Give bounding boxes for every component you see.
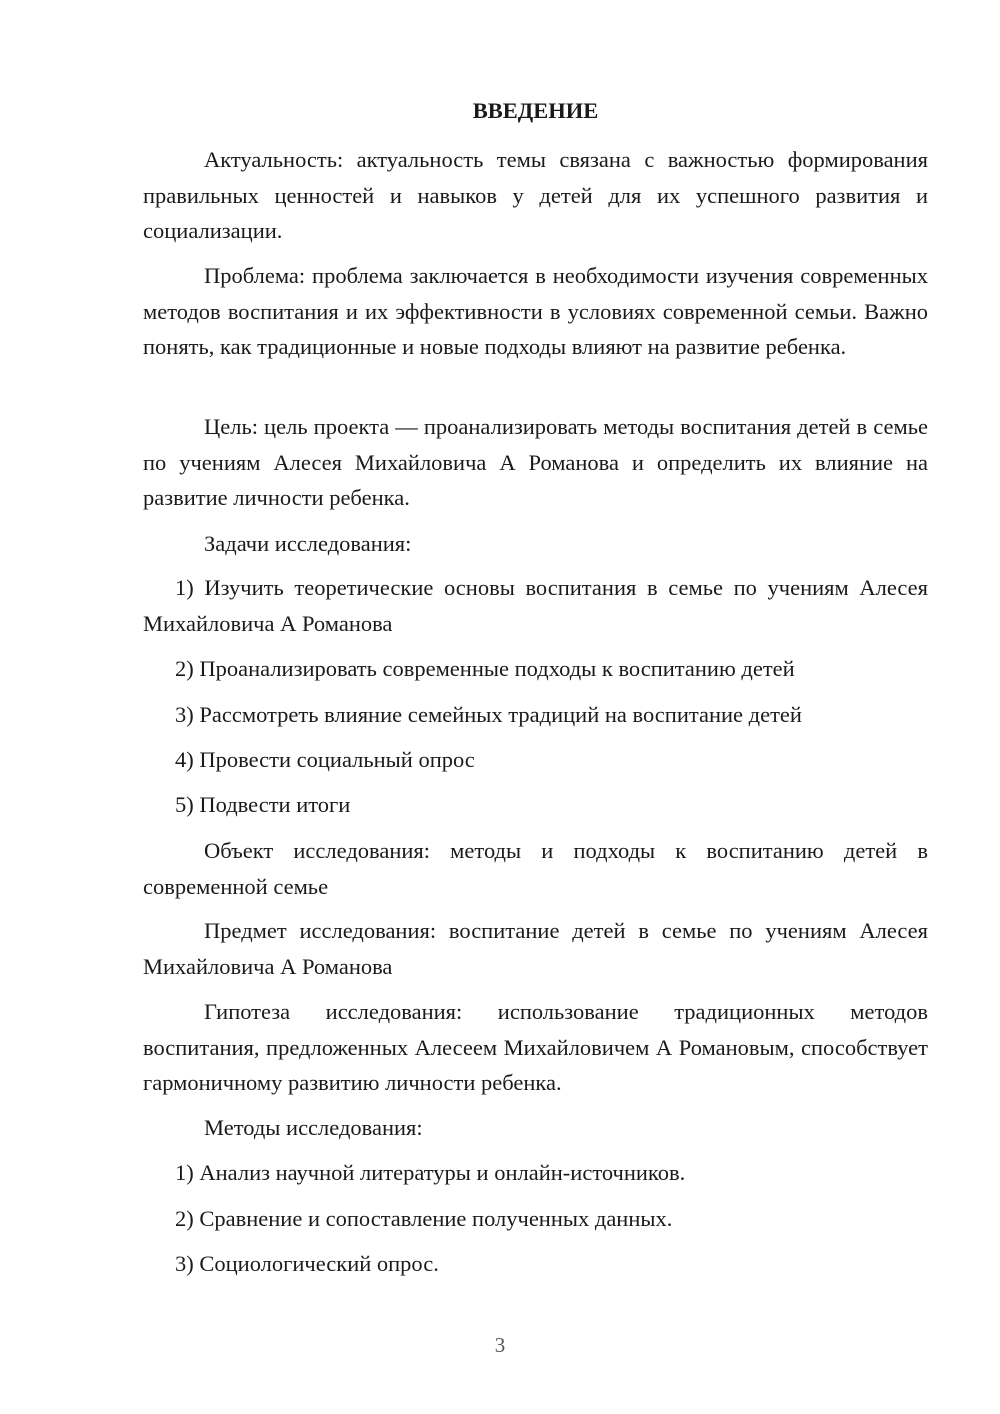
task-item-5: 5) Подвести итоги	[175, 792, 351, 817]
goal-paragraph: Цель: цель проекта — проанализировать методы воспитания детей в семье по учениям Алесея Михайловича А Романова и определить их влияние на развитие личности ребенка.	[143, 414, 928, 510]
method-item-1: 1) Анализ научной литературы и онлайн-источников.	[175, 1160, 686, 1185]
object-paragraph: Объект исследования: методы и подходы к воспитанию детей в современной семье	[143, 838, 928, 899]
method-item-2: 2) Сравнение и сопоставление полученных данных.	[175, 1206, 673, 1231]
task-item-4: 4) Провести социальный опрос	[175, 747, 475, 772]
task-item-3: 3) Рассмотреть влияние семейных традиций на воспитание детей	[175, 702, 802, 727]
subject-paragraph: Предмет исследования: воспитание детей в семье по учениям Алесея Михайловича А Романова	[143, 918, 928, 979]
problem-paragraph: Проблема: проблема заключается в необходимости изучения современных методов воспитания и их эффективности в условиях современной семьи. Важно понять, как традиционные и новые подходы влияют на развитие ребенка.	[143, 263, 928, 359]
task-item-1: 1) Изучить теоретические основы воспитания в семье по учениям Алесея Михайловича А Романова	[143, 575, 928, 636]
method-item-3: 3) Социологический опрос.	[175, 1251, 439, 1276]
page-number: 3	[494, 1333, 506, 1357]
hypothesis-paragraph: Гипотеза исследования: использование традиционных методов воспитания, предложенных Алесеем Михайловичем А Романовым, способствует гармоничному развитию личности ребенка.	[143, 999, 928, 1095]
relevance-paragraph: Актуальность: актуальность темы связана с важностью формирования правильных ценностей и навыков у детей для их успешного развития и социализации.	[143, 147, 928, 243]
task-item-2: 2) Проанализировать современные подходы к воспитанию детей	[175, 656, 795, 681]
methods-heading: Методы исследования:	[204, 1115, 423, 1140]
page-title: ВВЕДЕНИЕ	[472, 98, 599, 123]
tasks-heading: Задачи исследования:	[204, 531, 412, 556]
